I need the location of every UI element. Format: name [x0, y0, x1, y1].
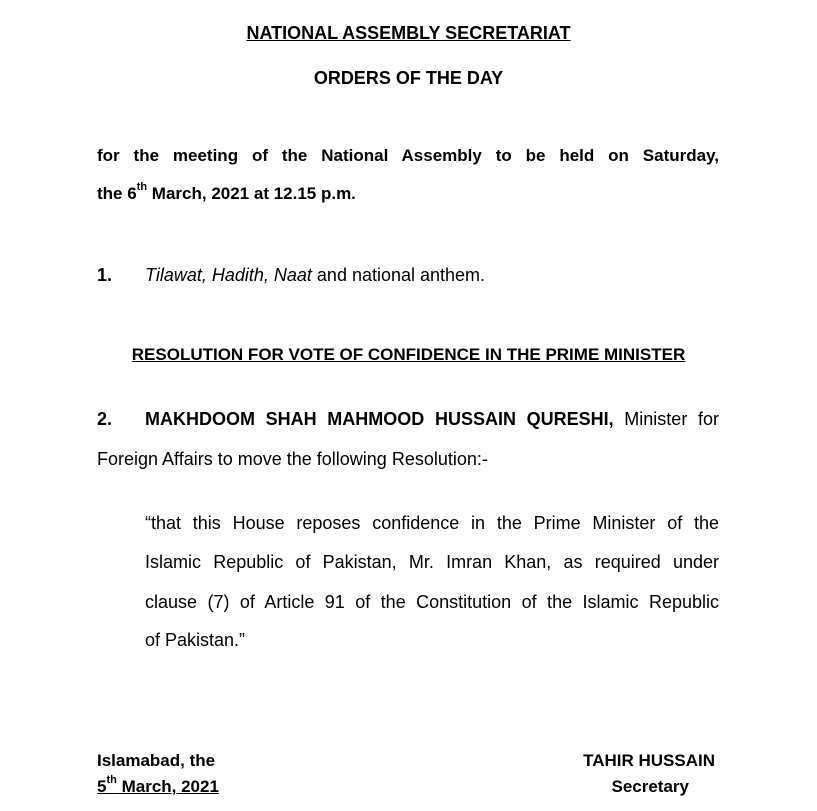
resolution-line: of Pakistan.”	[145, 630, 246, 650]
mover-name: MAKHDOOM SHAH MAHMOOD HUSSAIN QURESHI,	[145, 409, 614, 429]
meeting-date-suffix: March, 2021 at 12.15 p.m.	[147, 184, 356, 203]
resolution-line: “that this House reposes confidence in the Prime Minister of the	[145, 513, 719, 533]
signatory-name: TAHIR HUSSAIN	[583, 751, 715, 770]
item1-plain-text: and national anthem.	[311, 265, 486, 285]
item1-italic-text: Tilawat, Hadith, Naat	[145, 265, 312, 285]
signature-place: Islamabad, the	[97, 751, 216, 770]
meeting-intro-line1: for the meeting of the National Assembly to be held on Saturday,	[97, 146, 719, 165]
document-subtitle: ORDERS OF THE DAY	[313, 68, 504, 88]
item1-number: 1.	[97, 265, 113, 285]
item2-line1	[145, 409, 719, 430]
signature-date-suffix: March, 2021	[116, 777, 219, 796]
meeting-date-ordinal: th	[136, 181, 148, 194]
meeting-date-prefix: the 6	[97, 184, 137, 203]
meeting-intro-line2	[97, 181, 356, 204]
document-title: NATIONAL ASSEMBLY SECRETARIAT	[246, 23, 571, 43]
mover-title: Minister for	[613, 409, 719, 429]
signature-date-ordinal: th	[106, 774, 117, 787]
item2-line2: Foreign Affairs to move the following Resolution:-	[97, 449, 488, 469]
signature-date-prefix: 5	[97, 777, 107, 796]
section-heading: RESOLUTION FOR VOTE OF CONFIDENCE IN THE PRIME MINISTER	[131, 345, 686, 364]
resolution-line: clause (7) of Article 91 of the Constitution of the Islamic Republic	[145, 592, 719, 612]
item2-number: 2.	[97, 409, 113, 429]
resolution-line: Islamic Republic of Pakistan, Mr. Imran Khan, as required under	[145, 552, 719, 572]
signature-date	[97, 774, 219, 797]
item1-text	[145, 265, 485, 286]
signatory-designation: Secretary	[611, 777, 689, 796]
